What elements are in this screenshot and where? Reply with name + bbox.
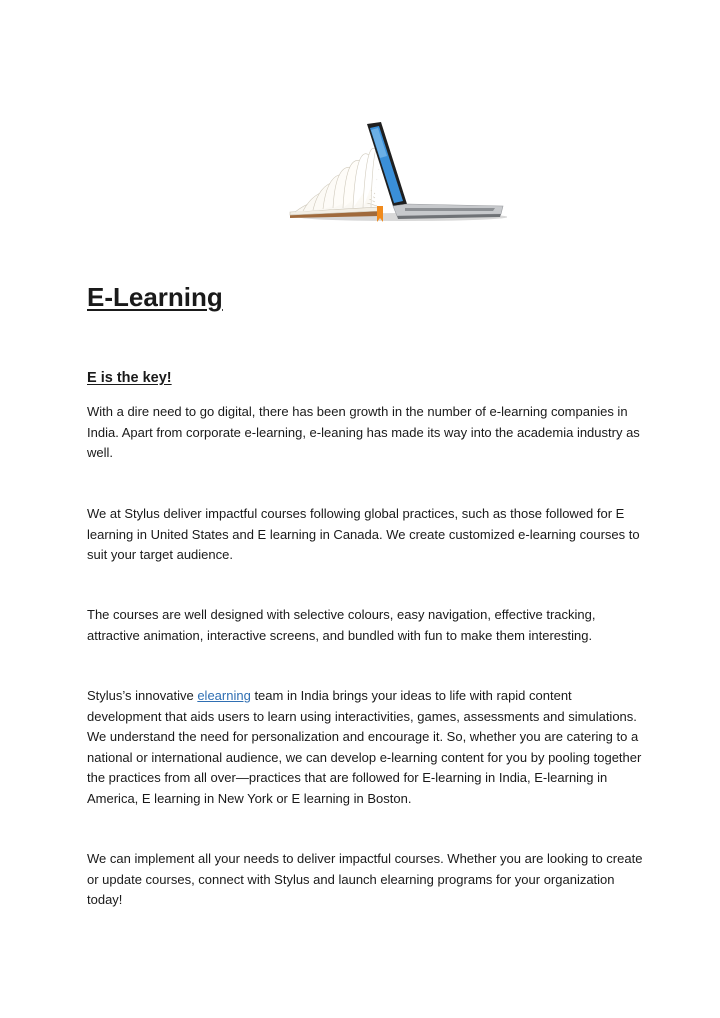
elearning-link[interactable]: elearning	[197, 688, 251, 703]
book-laptop-illustration	[285, 118, 507, 228]
paragraph-innovative-team-lead: Stylus’s innovative	[87, 688, 198, 703]
paragraph-course-design: The courses are well designed with selective colours, easy navigation, effective tracking, attractive animation, interactive screens, and bundled with fun to make them interesting.	[87, 607, 596, 643]
paragraph-innovative-team	[87, 686, 643, 809]
paragraph-call-to-action: We can implement all your needs to deliver impactful courses. Whether you are looking to create or update courses, connect with Stylus and launch elearning programs for your organization today!	[87, 851, 643, 907]
paragraph-stylus-courses: We at Stylus deliver impactful courses following global practices, such as those followed for E learning in United States and E learning in Canada. We create customized e-learning courses to suit your target audience.	[87, 506, 640, 562]
page-title: E-Learning	[87, 282, 223, 312]
section-subtitle: E is the key!	[87, 370, 172, 386]
paragraph-intro: With a dire need to go digital, there has been growth in the number of e-learning companies in India. Apart from corporate e-learning, e-leaning has made its way into the academia industry as well.	[87, 404, 640, 460]
paragraph-innovative-team-rest: team in India brings your ideas to life with rapid content development that aids users to learn using interactivities, games, assessments and simulations. We understand the need for personalization and encourage it. So, whether you are catering to a national or international audience, we can develop e-learning content for you by pooling together the practices from all over—practices that are followed for E-learning in India, E-learning in America, E learning in New York or E learning in Boston.	[87, 688, 642, 806]
